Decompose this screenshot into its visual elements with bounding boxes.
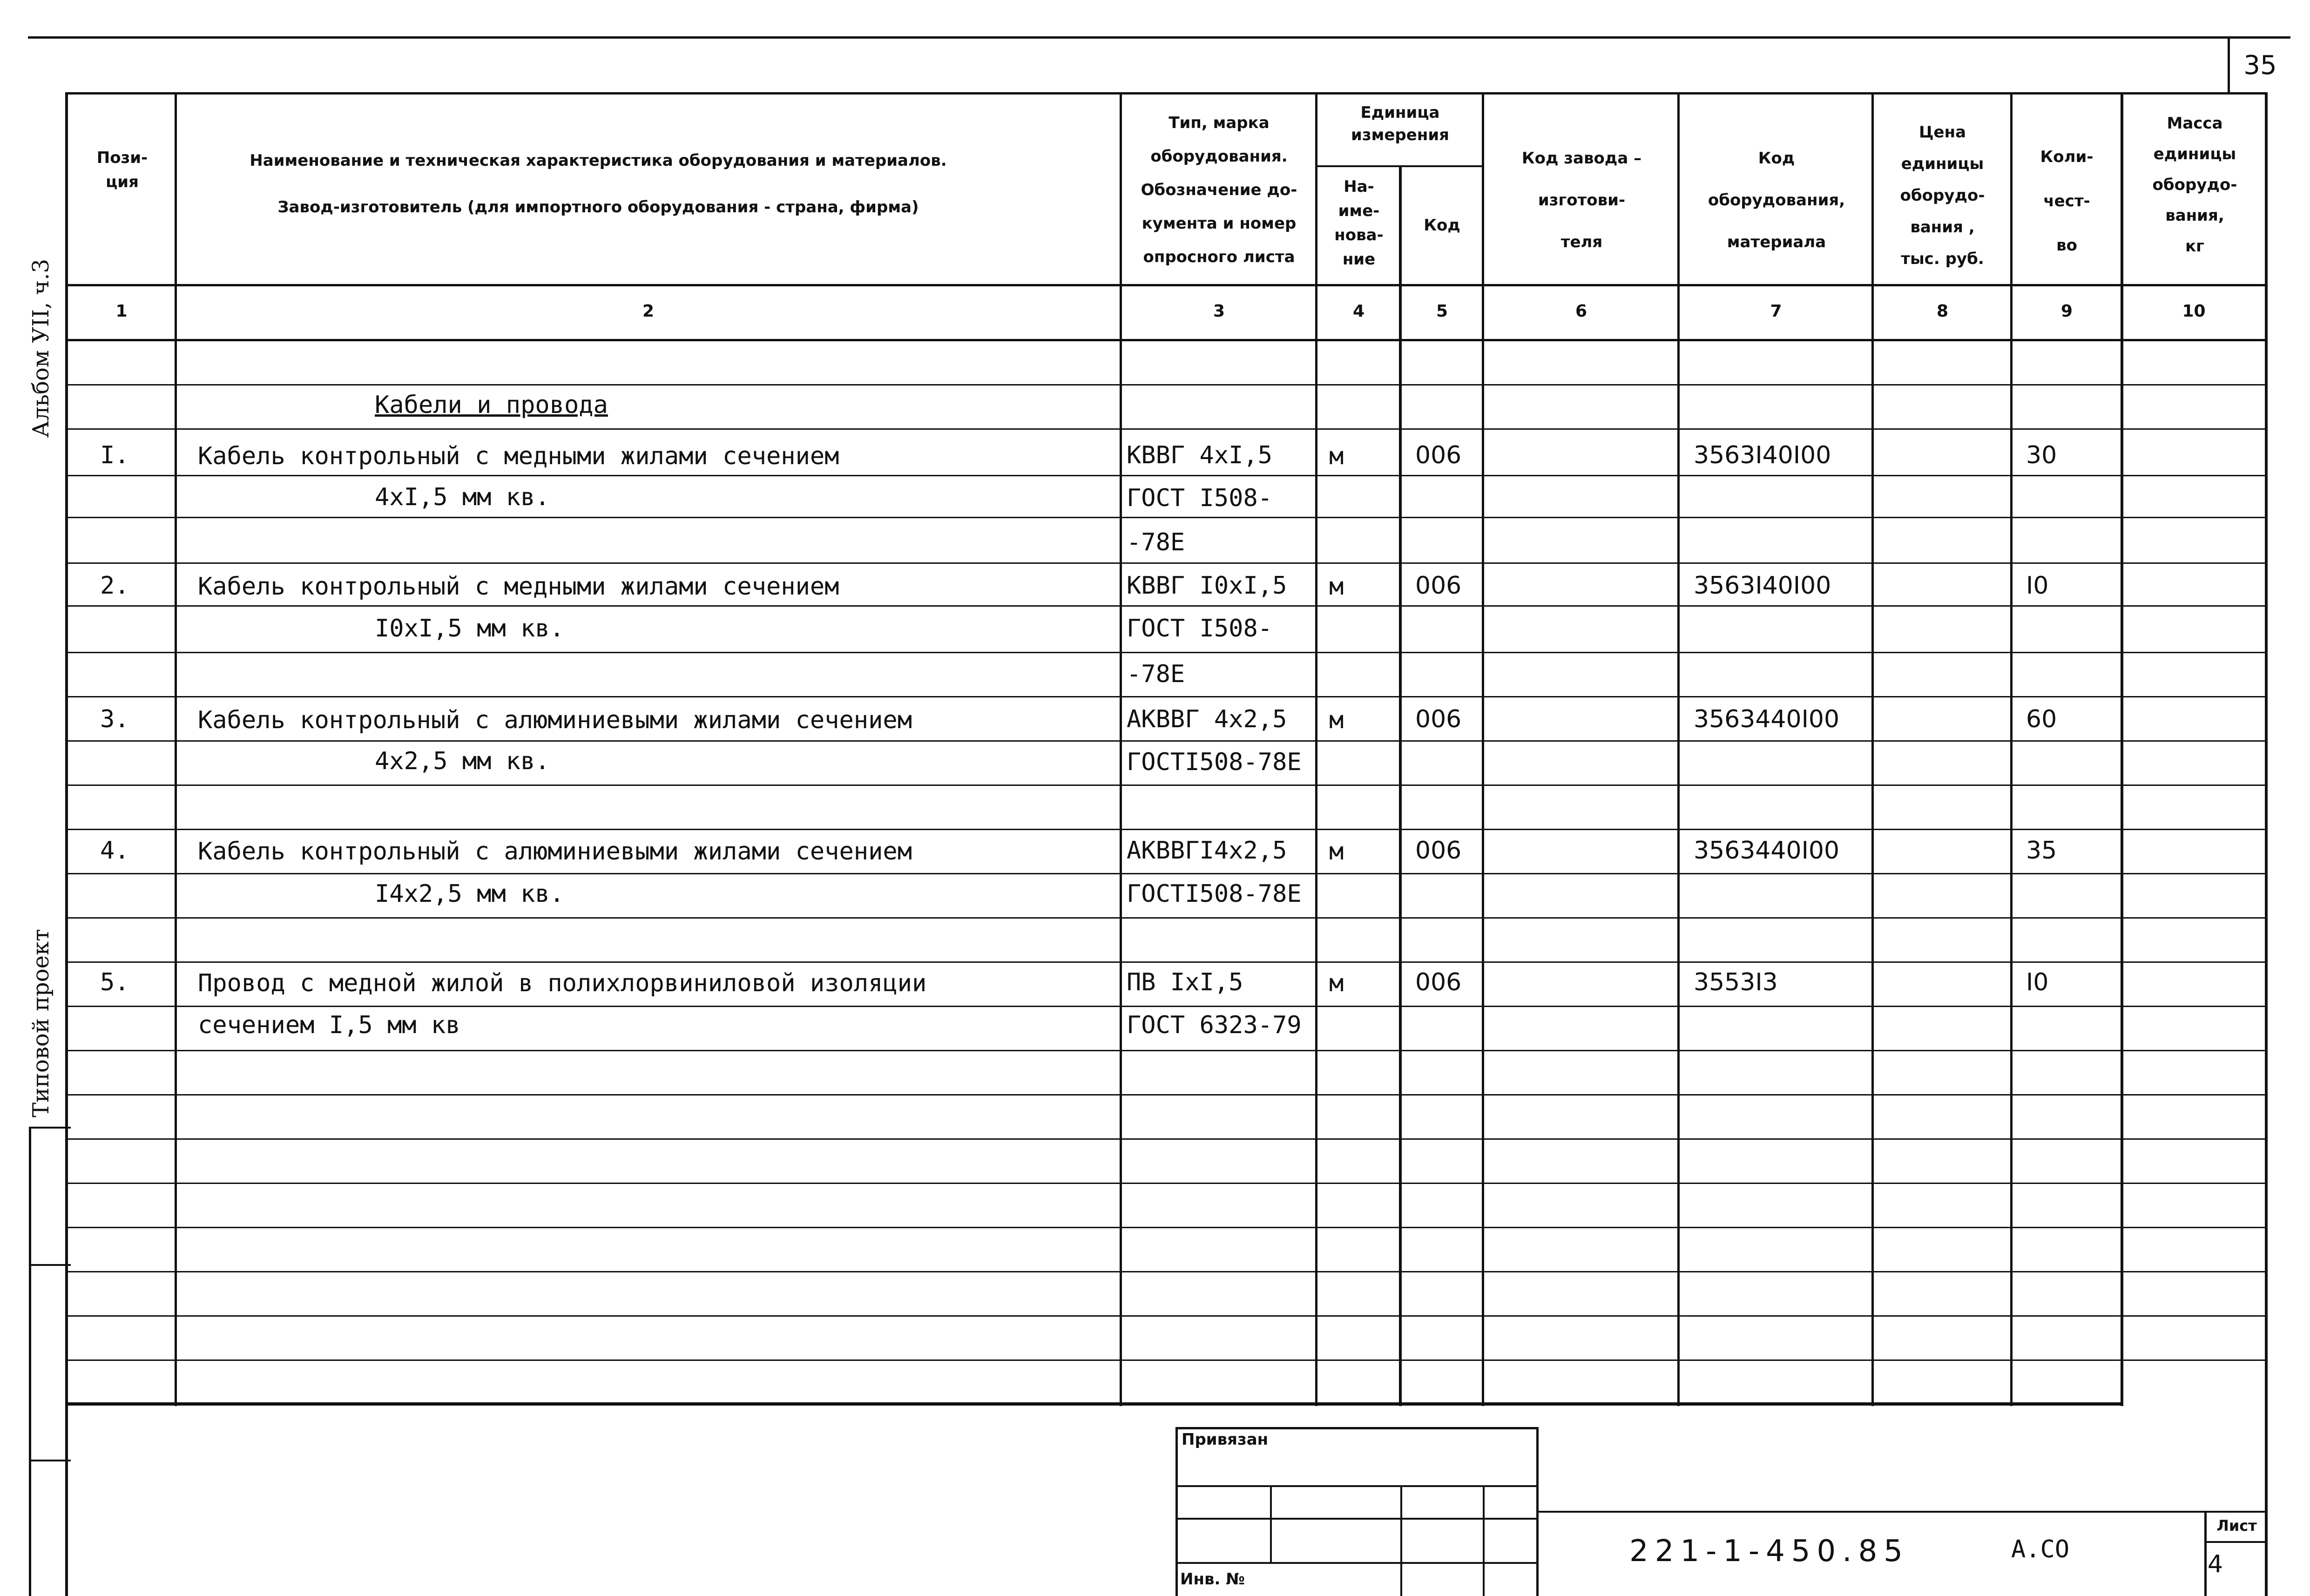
item-5-unit: м	[1329, 969, 1344, 997]
binding-strip-line	[29, 1127, 31, 1596]
stamp-divider	[1483, 1485, 1485, 1596]
row-line	[65, 873, 2268, 874]
item-4-equip-code: 3563440I00	[1694, 837, 1840, 865]
item-2-name: Кабель контрольный с медными жилами сечением	[198, 573, 839, 601]
row-line	[65, 605, 2268, 607]
item-3-type-2: ГОСТI508-78Е	[1127, 748, 1302, 776]
item-3-unit: м	[1329, 706, 1344, 734]
item-1-pos: I.	[100, 441, 129, 469]
header-col7: Код оборудования, материала	[1708, 149, 1845, 251]
row-line	[65, 652, 2268, 653]
header-col5: Код	[1424, 216, 1460, 235]
row-line	[65, 1359, 2268, 1361]
binding-strip-tick	[29, 1127, 71, 1129]
item-3-pos: 3.	[100, 705, 129, 733]
item-4-pos: 4.	[100, 837, 129, 865]
item-2-pos: 2.	[100, 572, 129, 600]
doc-code: 221-1-450.85	[1629, 1534, 1909, 1569]
col-divider	[1315, 93, 1317, 1406]
row-line	[65, 517, 2268, 518]
item-5-pos: 5.	[100, 968, 129, 996]
col-divider	[2121, 93, 2123, 1406]
header-col1: Пози- ция	[96, 149, 148, 191]
item-2-code: 006	[1415, 572, 1462, 600]
row-line	[65, 562, 2268, 564]
header-col9: Коли- чест- во	[2040, 148, 2094, 255]
header-col8: Цена единицы оборудо- вания , тыс. руб.	[1900, 123, 1985, 268]
col-divider	[1871, 93, 1874, 1406]
row-line	[65, 1227, 2268, 1228]
doc-mark: А.СО	[2011, 1535, 2070, 1563]
bound-label: Привязан	[1182, 1430, 1269, 1449]
item-2-type: КВВГ I0xI,5	[1127, 572, 1287, 600]
item-3-code: 006	[1415, 705, 1462, 733]
item-1-type: КВВГ 4xI,5	[1127, 441, 1273, 469]
project-side-label: Типовой проект	[28, 929, 54, 1117]
row-line	[65, 384, 2268, 385]
stamp-divider	[1400, 1485, 1402, 1596]
binding-strip-tick	[29, 1264, 71, 1266]
sheet-box-left	[2204, 1511, 2207, 1596]
section-title: Кабели и провода	[375, 391, 608, 419]
unit-group-line	[1315, 165, 1484, 167]
row-line	[65, 696, 2268, 697]
item-1-type-2: ГОСТ I508-	[1127, 484, 1273, 512]
row-line	[65, 1094, 2268, 1096]
item-5-type-2: ГОСТ 6323-79	[1127, 1011, 1302, 1039]
colnum-2: 2	[642, 302, 655, 321]
sheet-label: Лист	[2216, 1517, 2257, 1535]
stamp-divider	[1270, 1485, 1272, 1562]
colnum-10: 10	[2182, 302, 2206, 321]
item-4-name-2: I4x2,5 мм кв.	[375, 880, 564, 908]
item-3-equip-code: 3563440I00	[1694, 705, 1840, 733]
colnum-1: 1	[115, 302, 128, 321]
col-divider	[1120, 93, 1122, 1406]
item-4-qty: 35	[2026, 837, 2057, 865]
header-col10: Масса единицы оборудо- вания, кг	[2152, 114, 2237, 256]
item-1-code: 006	[1415, 441, 1462, 469]
sheet-number: 4	[2208, 1550, 2223, 1578]
row-line	[65, 1271, 2268, 1272]
colnum-5: 5	[1436, 302, 1448, 321]
top-border	[28, 36, 2290, 39]
col-divider	[1482, 93, 1484, 1406]
item-2-unit: м	[1329, 573, 1344, 601]
item-1-name: Кабель контрольный с медными жилами сечением	[198, 442, 839, 470]
row-line	[65, 1183, 2268, 1184]
item-2-type-3: -78Е	[1127, 660, 1185, 688]
item-2-qty: I0	[2026, 572, 2049, 600]
item-4-unit: м	[1329, 838, 1344, 866]
item-2-type-2: ГОСТ I508-	[1127, 615, 1273, 642]
header-top-line	[65, 92, 2268, 95]
row-line	[65, 784, 2268, 786]
item-3-qty: 60	[2026, 705, 2057, 733]
colnum-bottom-line	[65, 339, 2268, 341]
row-line	[65, 740, 2268, 742]
row-line	[65, 475, 2268, 476]
colnum-3: 3	[1213, 302, 1225, 321]
table-right-border	[2265, 93, 2268, 1596]
item-4-type-2: ГОСТI508-78Е	[1127, 880, 1302, 908]
col-divider	[1677, 93, 1680, 1406]
title-block-top	[1539, 1511, 2268, 1513]
item-3-type: АКВВГ 4x2,5	[1127, 705, 1287, 733]
row-line	[65, 1006, 2268, 1007]
colnum-9: 9	[2060, 302, 2073, 321]
item-2-name-2: I0xI,5 мм кв.	[375, 615, 564, 642]
item-5-qty: I0	[2026, 968, 2049, 996]
item-3-name-2: 4x2,5 мм кв.	[375, 747, 550, 775]
item-4-type: АКВВГI4x2,5	[1127, 837, 1287, 865]
colnum-6: 6	[1575, 302, 1587, 321]
item-1-type-3: -78Е	[1127, 528, 1185, 556]
colnum-7: 7	[1770, 302, 1782, 321]
header-bottom-line	[65, 284, 2268, 286]
item-2-equip-code: 3563I40I00	[1694, 572, 1831, 600]
header-col3: Тип, марка оборудования. Обозначение до- кумента и номер опросного листа	[1141, 114, 1297, 266]
item-5-equip-code: 3553I3	[1694, 968, 1778, 996]
col-divider	[2010, 93, 2013, 1406]
item-5-name-2: сечением I,5 мм кв	[198, 1011, 460, 1039]
item-5-code: 006	[1415, 968, 1462, 996]
row-line	[65, 1050, 2268, 1051]
item-4-name: Кабель контрольный с алюминиевыми жилами сечением	[198, 838, 912, 866]
item-1-name-2: 4xI,5 мм кв.	[375, 483, 550, 511]
row-line	[65, 428, 2268, 430]
header-col6: Код завода – изготови- теля	[1521, 149, 1642, 251]
header-col4: На- име- нова- ние	[1334, 177, 1384, 269]
header-col2: Наименование и техническая характеристика оборудования и материалов. Завод-изготовитель (для импортного оборудования - страна, фирма)	[250, 151, 947, 216]
item-1-unit: м	[1329, 442, 1344, 470]
row-line	[65, 1315, 2268, 1317]
header-unit-group: Единица измерения	[1351, 103, 1449, 144]
binding-strip-tick	[29, 1460, 71, 1461]
item-1-qty: 30	[2026, 441, 2057, 469]
item-5-type: ПВ IxI,5	[1127, 968, 1243, 996]
item-5-name: Провод с медной жилой в полихлорвиниловой изоляции	[198, 969, 927, 997]
data-bottom-line	[65, 1402, 2123, 1406]
item-3-name: Кабель контрольный с алюминиевыми жилами сечением	[198, 706, 912, 734]
row-line	[65, 829, 2268, 830]
item-4-code: 006	[1415, 837, 1462, 865]
colnum-8: 8	[1936, 302, 1949, 321]
stamp-top	[1175, 1427, 1539, 1429]
stamp-left	[1175, 1427, 1178, 1596]
row-line	[65, 1138, 2268, 1140]
page-number: 35	[2243, 50, 2277, 81]
inv-label: Инв. №	[1180, 1570, 1245, 1589]
row-line	[65, 961, 2268, 963]
item-1-equip-code: 3563I40I00	[1694, 441, 1831, 469]
album-side-label: Альбом УII, ч.3	[28, 258, 54, 438]
colnum-4: 4	[1352, 302, 1365, 321]
row-line	[65, 917, 2268, 919]
sheet-box-line	[2204, 1541, 2268, 1543]
col-divider	[175, 93, 177, 1406]
